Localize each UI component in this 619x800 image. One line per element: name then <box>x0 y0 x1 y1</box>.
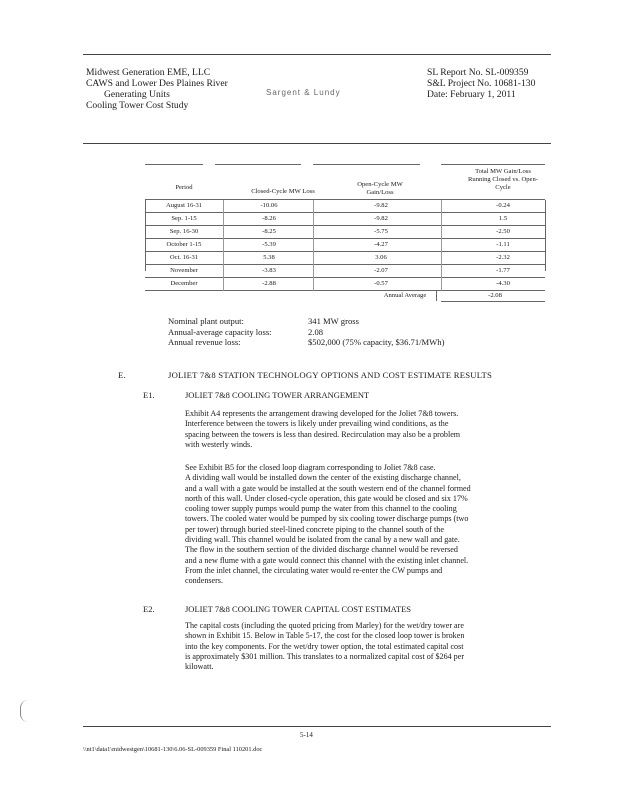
e1-p2-line: north of this wall. Under closed-cycle operation, this gate would be closed and six 17% <box>185 493 468 503</box>
e1-p2-line: towers. The cooled water would be pumped by six cooling tower discharge pumps (two <box>185 514 469 524</box>
header-project-no: S&L Project No. 10681-130 <box>427 78 536 89</box>
summary-value-revenue: $502,000 (75% capacity, $36.71/MWh) <box>308 337 445 347</box>
table-cell-value: -2.88 <box>262 280 276 287</box>
table-row-rule <box>145 290 545 291</box>
col-header-closed-cycle: Closed-Cycle MW Loss <box>251 188 315 195</box>
col-header-total: Total MW Gain/Loss Running Closed vs. Open-Cycle <box>468 168 538 191</box>
header-study: Cooling Tower Cost Study <box>86 100 189 111</box>
e1-p2-line: condensers. <box>185 576 223 586</box>
e2-line: shown in Exhibit 15. Below in Table 5-17, the cost for the closed loop tower is broken <box>185 631 465 641</box>
annual-average-divider <box>436 291 437 301</box>
table-cell-period: November <box>170 267 198 274</box>
header-company: Midwest Generation EME, LLC <box>86 67 211 78</box>
table-cell-value: -8.25 <box>262 228 276 235</box>
e1-p1-line: Interference between the towers is likely under prevailing wind conditions, as the <box>185 419 449 429</box>
table-cell-period: Sep. 1-15 <box>171 215 197 222</box>
table-cell-value: -3.83 <box>262 267 276 274</box>
table-cell-value: 5.38 <box>263 254 275 261</box>
e2-line: is approximately $301 million. This translates to a normalized capital cost of $264 per <box>185 651 465 661</box>
section-e-number: E. <box>118 370 126 380</box>
table-cell-value: -1.77 <box>496 267 510 274</box>
e1-p2-line: and a wall with a gate would be installed at the south western end of the channel formed <box>185 483 471 493</box>
e2-line: into the key components. For the wet/dry tower option, the total estimated capital cost <box>185 641 464 651</box>
table-top-rule-3 <box>313 164 420 165</box>
mw-loss-table <box>145 160 550 310</box>
table-row-rule <box>145 264 545 265</box>
table-row-rule <box>145 238 545 239</box>
table-cell-period: August 16-31 <box>165 202 203 209</box>
table-cell-value: -2.50 <box>496 228 510 235</box>
e2-number: E2. <box>143 604 155 614</box>
table-cell-value: -4.27 <box>374 241 388 248</box>
section-e-title: JOLIET 7&8 STATION TECHNOLOGY OPTIONS AND COST ESTIMATE RESULTS <box>168 370 493 380</box>
footer-rule <box>83 726 551 727</box>
table-cell-value: -0.57 <box>374 280 388 287</box>
table-cell-period: Oct. 16-31 <box>169 254 199 261</box>
header-right-block <box>427 67 567 100</box>
table-cell-value: -9.82 <box>374 202 388 209</box>
table-top-rule-4 <box>441 164 545 165</box>
table-cell-period: Sep. 16-30 <box>169 228 199 235</box>
table-cell-value: -5.75 <box>374 228 388 235</box>
table-cell-value: -8.26 <box>262 215 276 222</box>
e1-p2-line: See Exhibit B5 for the closed loop diagram corresponding to Joliet 7&8 case. <box>185 463 436 472</box>
table-cell-period: October 1-15 <box>166 241 202 248</box>
table-cell-period: December <box>170 280 198 287</box>
scan-margin-mark <box>20 700 31 722</box>
e2-title: JOLIET 7&8 COOLING TOWER CAPITAL COST ESTIMATES <box>185 604 411 614</box>
col-header-period: Period <box>175 184 193 191</box>
e1-paragraph-1 <box>185 409 555 450</box>
table-cell-value: -4.30 <box>496 280 510 287</box>
e1-p2-line: From the inlet channel, the circulating water would re-enter the CW pumps and <box>185 565 443 575</box>
summary-label-capacity: Annual-average capacity loss: <box>168 326 272 337</box>
table-column-divider <box>313 200 314 291</box>
e1-p2-line: and a new flume with a gate would connect this channel with the existing inlet channel. <box>185 555 469 565</box>
annual-average-rule <box>441 301 545 302</box>
header-top-rule <box>83 54 551 55</box>
table-header-rule <box>145 199 545 200</box>
e1-number: E1. <box>143 390 155 400</box>
table-top-rule-2 <box>215 164 301 165</box>
sargent-lundy-logo: Sargent & Lundy <box>266 88 341 97</box>
e1-p2-line: dividing wall. This channel would be isolated from the canal by a new wall and gate. <box>185 535 460 545</box>
header-report-no: SL Report No. SL-009359 <box>427 67 529 78</box>
table-row-rule <box>145 251 545 252</box>
e1-paragraph-2 <box>185 463 555 587</box>
e1-p2-line: cooling tower supply pumps would pump the water from this channel to the cooling <box>185 504 457 514</box>
summary-label-output: Nominal plant output: <box>168 316 244 326</box>
header-project: CAWS and Lower Des Plaines River <box>86 78 228 89</box>
table-cell-value: -1.11 <box>496 241 510 248</box>
header-bottom-rule <box>83 143 551 144</box>
e1-title: JOLIET 7&8 COOLING TOWER ARRANGEMENT <box>185 390 370 400</box>
table-cell-value: -9.82 <box>374 215 388 222</box>
table-cell-value: -5.39 <box>262 241 276 248</box>
table-cell-value: 1.5 <box>498 215 508 222</box>
table-right-border <box>545 200 546 271</box>
header-units: Generating Units <box>104 89 170 100</box>
summary-block <box>168 316 548 348</box>
summary-label-revenue: Annual revenue loss: <box>168 337 241 347</box>
e1-p2-line: The flow in the southern section of the divided discharge channel would be reversed <box>185 545 458 555</box>
e2-line: kilowatt. <box>185 662 214 672</box>
summary-row-revenue <box>168 337 548 348</box>
summary-row-output <box>168 316 548 327</box>
table-row-rule <box>145 277 545 278</box>
table-cell-value: -10.06 <box>260 202 278 209</box>
header-date: Date: February 1, 2011 <box>427 89 516 100</box>
table-column-divider <box>441 200 442 291</box>
e1-p2-line: A dividing wall would be installed down the center of the existing discharge channel, <box>185 473 461 483</box>
e2-line: The capital costs (including the quoted pricing from Marley) for the wet/dry tower are <box>185 621 464 630</box>
table-cell-value: -2.32 <box>496 254 510 261</box>
e1-p2-line: per tower) through buried steel-lined concrete piping to the channel south of the <box>185 524 444 534</box>
table-cell-value: -2.07 <box>374 267 388 274</box>
e1-p1-line: Exhibit A4 represents the arrangement drawing developed for the Joliet 7&8 towers. <box>185 409 459 418</box>
annual-average-value: -2.08 <box>488 292 502 299</box>
table-top-rule-1 <box>145 164 203 165</box>
footer-page-number: 5-14 <box>300 731 313 739</box>
col-header-open-cycle: Open-Cycle MW Gain/Loss <box>357 181 403 196</box>
table-cell-value: -0.24 <box>496 202 510 209</box>
summary-value-capacity: 2.08 <box>308 326 324 337</box>
table-row-rule <box>145 212 545 213</box>
table-row-rule <box>145 225 545 226</box>
table-column-divider <box>223 200 224 291</box>
summary-value-output: 341 MW gross <box>308 316 359 326</box>
e1-p1-line: spacing between the towers is less than desired. Recirculation may also be a problem <box>185 429 461 439</box>
annual-average-label: Annual Average <box>383 292 427 299</box>
footer-file-path: \\nt1\data1\midwestgen\10681-130\6.06-SL-009359 Final 110201.doc <box>83 746 263 753</box>
table-cell-value: 3.06 <box>375 254 387 261</box>
e2-paragraph <box>185 621 555 672</box>
summary-row-capacity <box>168 327 548 338</box>
e1-p1-line: with westerly winds. <box>185 439 253 449</box>
